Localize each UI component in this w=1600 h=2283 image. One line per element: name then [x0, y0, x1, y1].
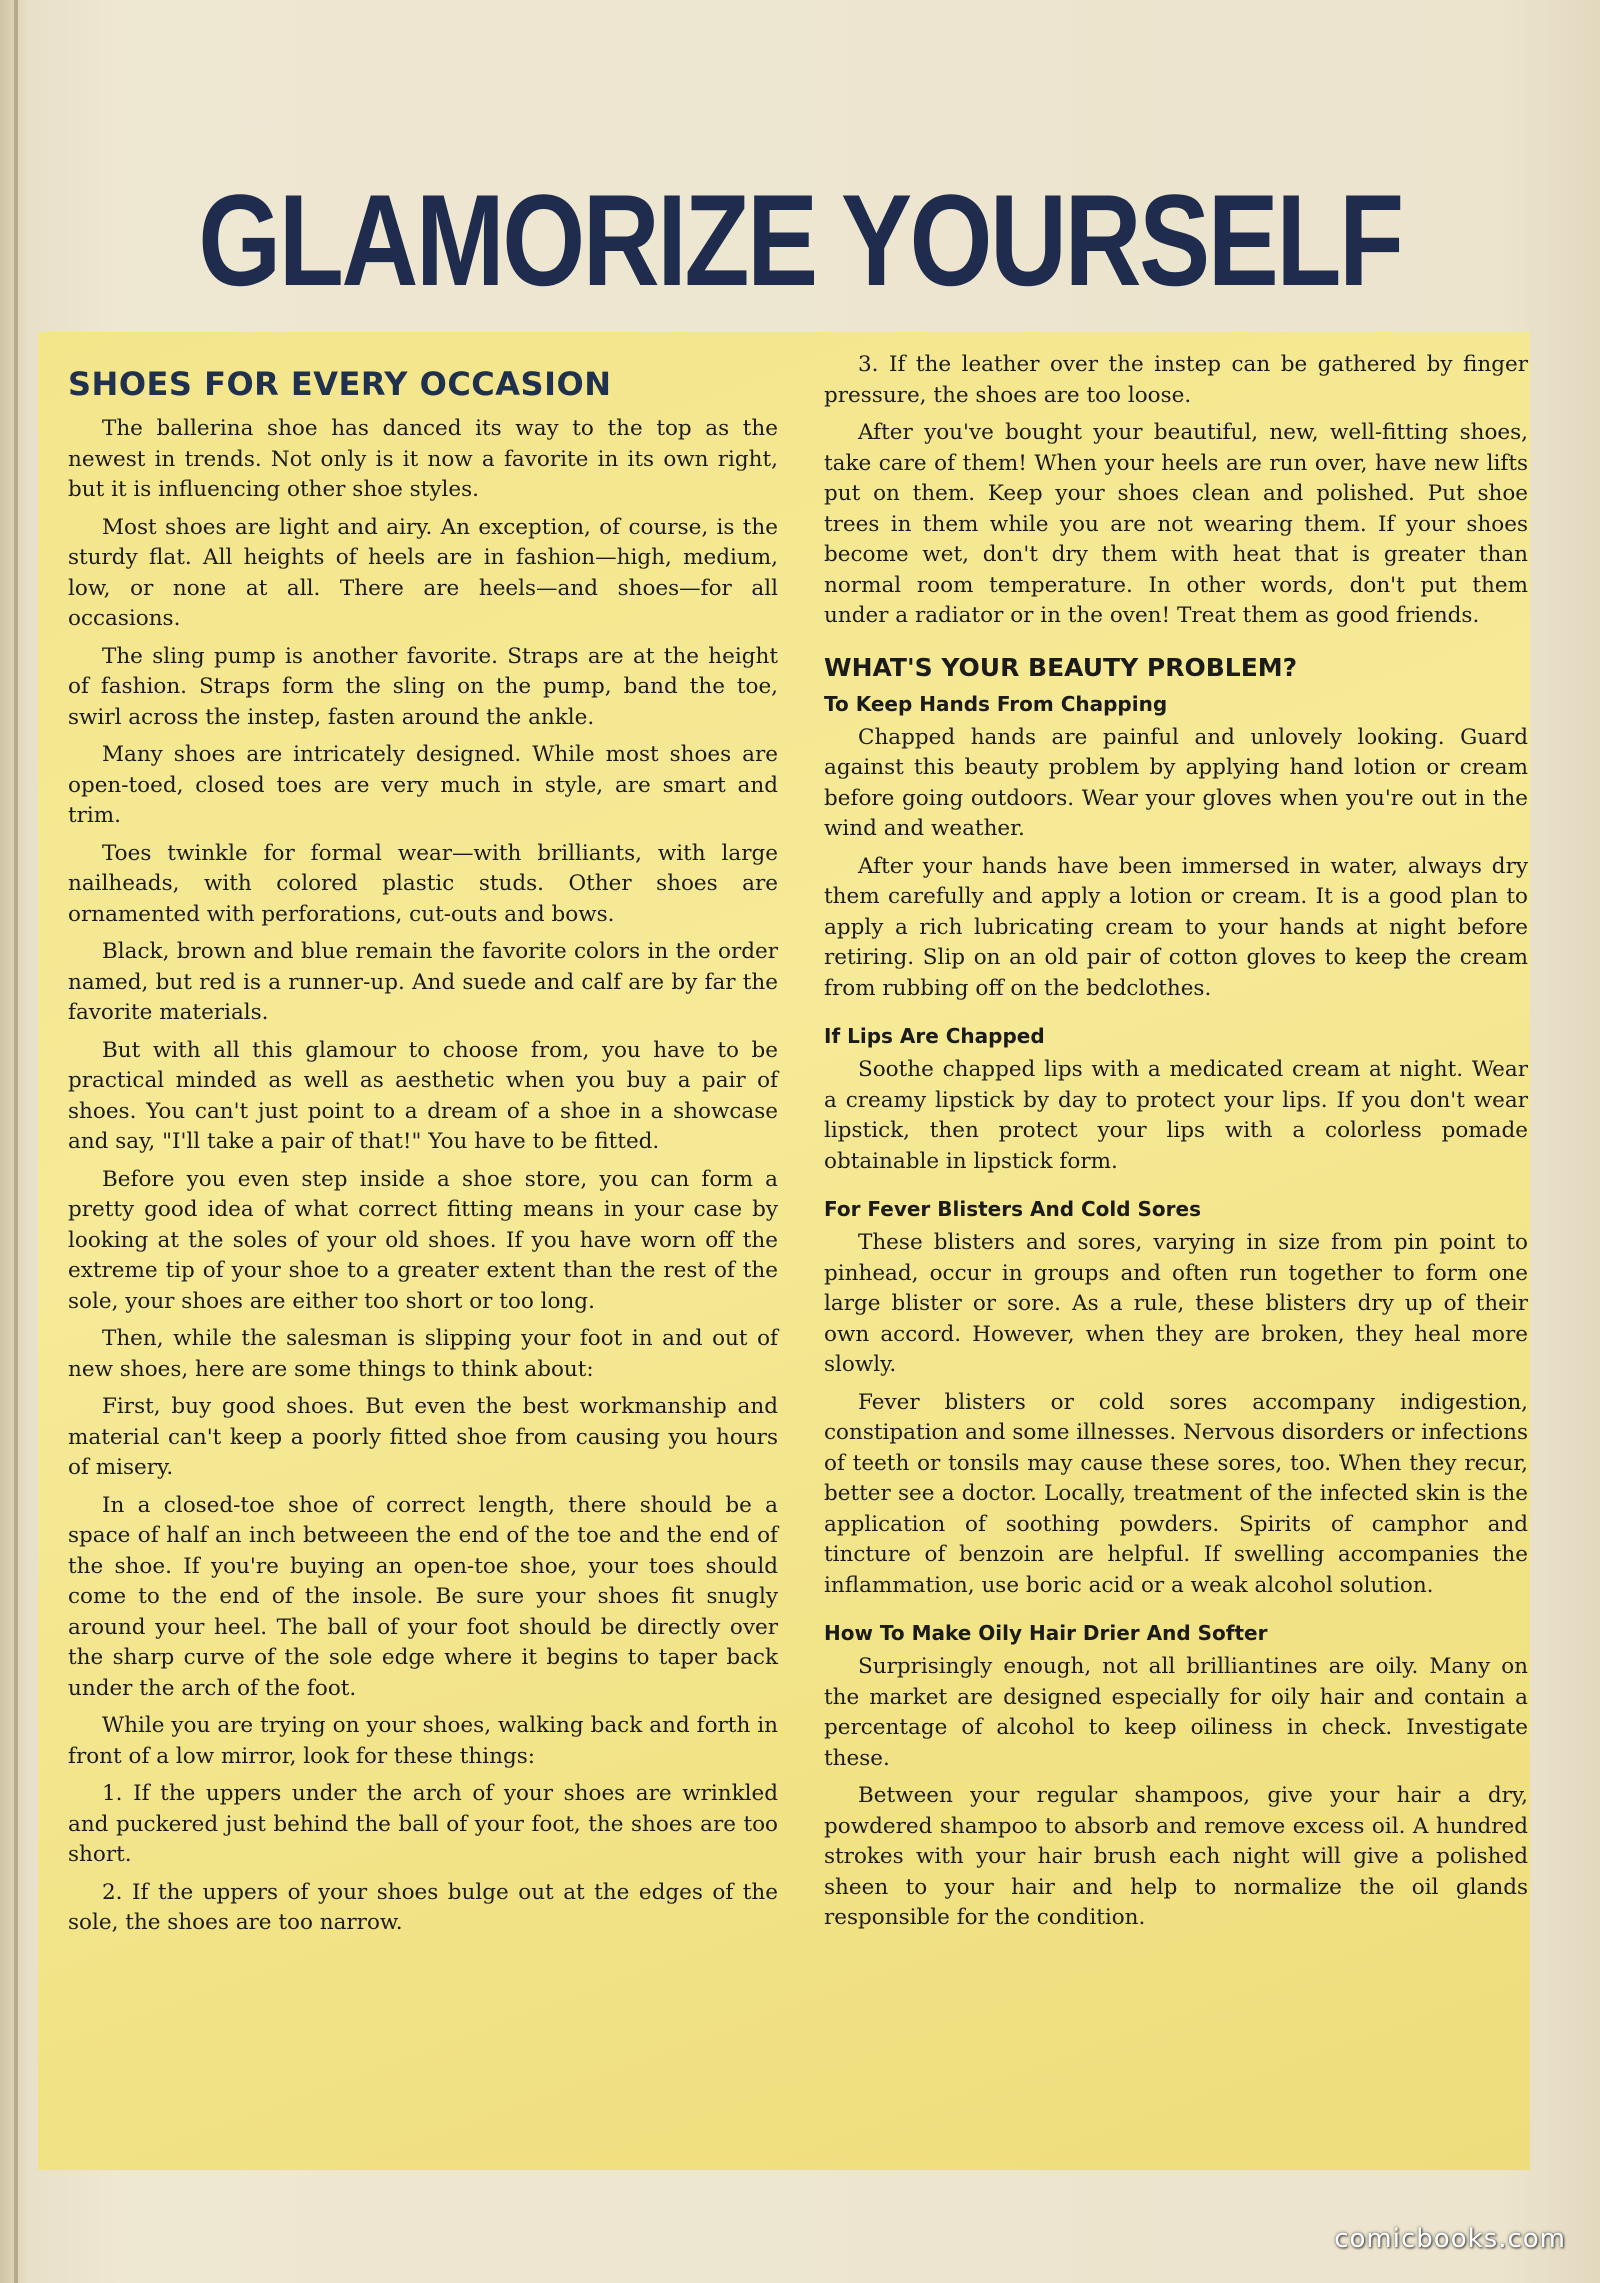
blisters-paragraph: These blisters and sores, varying in size from pin point to pinhead, occur in groups and often run together to form one large blister or sore. As a rule, these blisters dry up of their own accord. However, when they are broken, they heal more slowly. — [824, 1230, 1528, 1377]
shoes-paragraph: Then, while the salesman is slipping your foot in and out of new shoes, here are some things to think about: — [68, 1326, 778, 1382]
blisters-subheading: For Fever Blisters And Cold Sores — [824, 1197, 1202, 1221]
shoes-paragraph: Toes twinkle for formal wear—with brilliants, with large nailheads, with colored plastic studs. Other shoes are ornamented with perforations, cut-outs and bows. — [68, 840, 778, 927]
blisters-paragraph: Fever blisters or cold sores accompany indigestion, constipation and some illnesses. Nervous disorders or infections of teeth or tonsils may cause these sores, too. When they recur, better see a doctor. Locally, treatment of the infected skin is the application of soothing powders. Spirits of camphor and tincture of benzoin are helpful. If swelling accompanies the inflammation, use boric acid or a weak alcohol solution. — [824, 1389, 1528, 1598]
shoes-list-item: 1. If the uppers under the arch of your shoes are wrinkled and puckered just behind the ball of your foot, the shoes are too short. — [68, 1781, 778, 1867]
shoes-paragraph: The sling pump is another favorite. Straps are at the height of fashion. Straps form the sling on the pump, band the toe, swirl across the instep, fasten around the ankle. — [68, 643, 778, 730]
article-panel — [38, 332, 1530, 2170]
shoes-paragraph: While you are trying on your shoes, walking back and forth in front of a low mirror, look for these things: — [68, 1713, 778, 1769]
shoes-paragraph: But with all this glamour to choose from, you have to be practical minded as well as aesthetic when you buy a pair of shoes. You can't just point to a dream of a shoe in a showcase and say, "I'll take a pair of that!" You have to be fitted. — [68, 1037, 778, 1154]
site-watermark: comicbooks.com — [1334, 2224, 1566, 2254]
page-gutter — [14, 0, 18, 2283]
shoes-paragraph: After you've bought your beautiful, new, well-fitting shoes, take care of them! When your heels are run over, have new lifts put on them. Keep your shoes clean and polished. Put shoe trees in them while you are not wearing them. If your shoes become wet, don't dry them with heat that is greater than normal room temperature. In other words, don't put them under a radiator or in the oven! Treat them as good friends. — [824, 420, 1528, 628]
shoes-paragraph: Most shoes are light and airy. An exception, of course, is the sturdy flat. All heights of heels are in fashion—high, medium, low, or none at all. There are heels—and shoes—for all occasions. — [68, 514, 778, 631]
shoes-list-item: 2. If the uppers of your shoes bulge out at the edges of the sole, the shoes are too narrow. — [68, 1879, 778, 1935]
hands-paragraph: Chapped hands are painful and unlovely looking. Guard against this beauty problem by applying hand lotion or cream before going outdoors. Wear your gloves when you're out in the wind and weather. — [824, 724, 1528, 841]
hair-paragraph: Surprisingly enough, not all brilliantines are oily. Many on the market are designed especially for oily hair and contain a percentage of alcohol to keep oiliness in check. Investigate these. — [824, 1654, 1528, 1771]
hands-subheading: To Keep Hands From Chapping — [824, 691, 1168, 716]
shoes-heading: SHOES FOR EVERY OCCASION — [68, 365, 612, 403]
lips-subheading: If Lips Are Chapped — [824, 1024, 1045, 1048]
left-column — [68, 350, 778, 1946]
hair-subheading: How To Make Oily Hair Drier And Softer — [824, 1621, 1268, 1645]
shoes-paragraph: In a closed-toe shoe of correct length, there should be a space of half an inch betweeen the end of the toe and the end of the shoe. If you're buying an open-toe shoe, your toes should come to the end of the insole. Be sure your shoes fit snugly around your heel. The ball of your foot should be directly over the sharp curve of the sole edge where it begins to taper back under the arch of the foot. — [68, 1492, 778, 1701]
shoes-list-item: 3. If the leather over the instep can be gathered by finger pressure, the shoes are too loose. — [824, 352, 1528, 408]
shoes-paragraph: Many shoes are intricately designed. While most shoes are open-toed, closed toes are very much in style, are smart and trim. — [68, 742, 778, 828]
page-title: GLAMORIZE YOURSELF — [198, 167, 1402, 313]
right-column — [824, 350, 1528, 1941]
lips-paragraph: Soothe chapped lips with a medicated cream at night. Wear a creamy lipstick by day to protect your lips. If you don't wear lipstick, then protect your lips with a colorless pomade obtainable in lipstick form. — [824, 1057, 1528, 1174]
shoes-paragraph: Before you even step inside a shoe store, you can form a pretty good idea of what correct fitting means in your case by looking at the soles of your old shoes. If you have worn off the extreme tip of your shoe to a greater extent than the rest of the sole, your shoes are either too short or too long. — [68, 1166, 778, 1314]
shoes-paragraph: First, buy good shoes. But even the best workmanship and material can't keep a poorly fitted shoe from causing you hours of misery. — [68, 1394, 778, 1480]
shoes-paragraph: The ballerina shoe has danced its way to the top as the newest in trends. Not only is it now a favorite in its own right, but it is influencing other shoe styles. — [68, 416, 778, 502]
hair-paragraph: Between your regular shampoos, give your hair a dry, powdered shampoo to absorb and remove excess oil. A hundred strokes with your hair brush each night will give a polished sheen to your hair and help to normalize the oil glands responsible for the condition. — [824, 1783, 1528, 1930]
beauty-heading: WHAT'S YOUR BEAUTY PROBLEM? — [824, 652, 1298, 682]
hands-paragraph: After your hands have been immersed in water, always dry them carefully and apply a lotion or cream. It is a good plan to apply a rich lubricating cream to your hands at night before retiring. Slip on an old pair of cotton gloves to keep the cream from rubbing off on the bedclothes. — [824, 853, 1528, 1001]
shoes-paragraph: Black, brown and blue remain the favorite colors in the order named, but red is a runner-up. And suede and calf are by far the favorite materials. — [68, 939, 778, 1025]
